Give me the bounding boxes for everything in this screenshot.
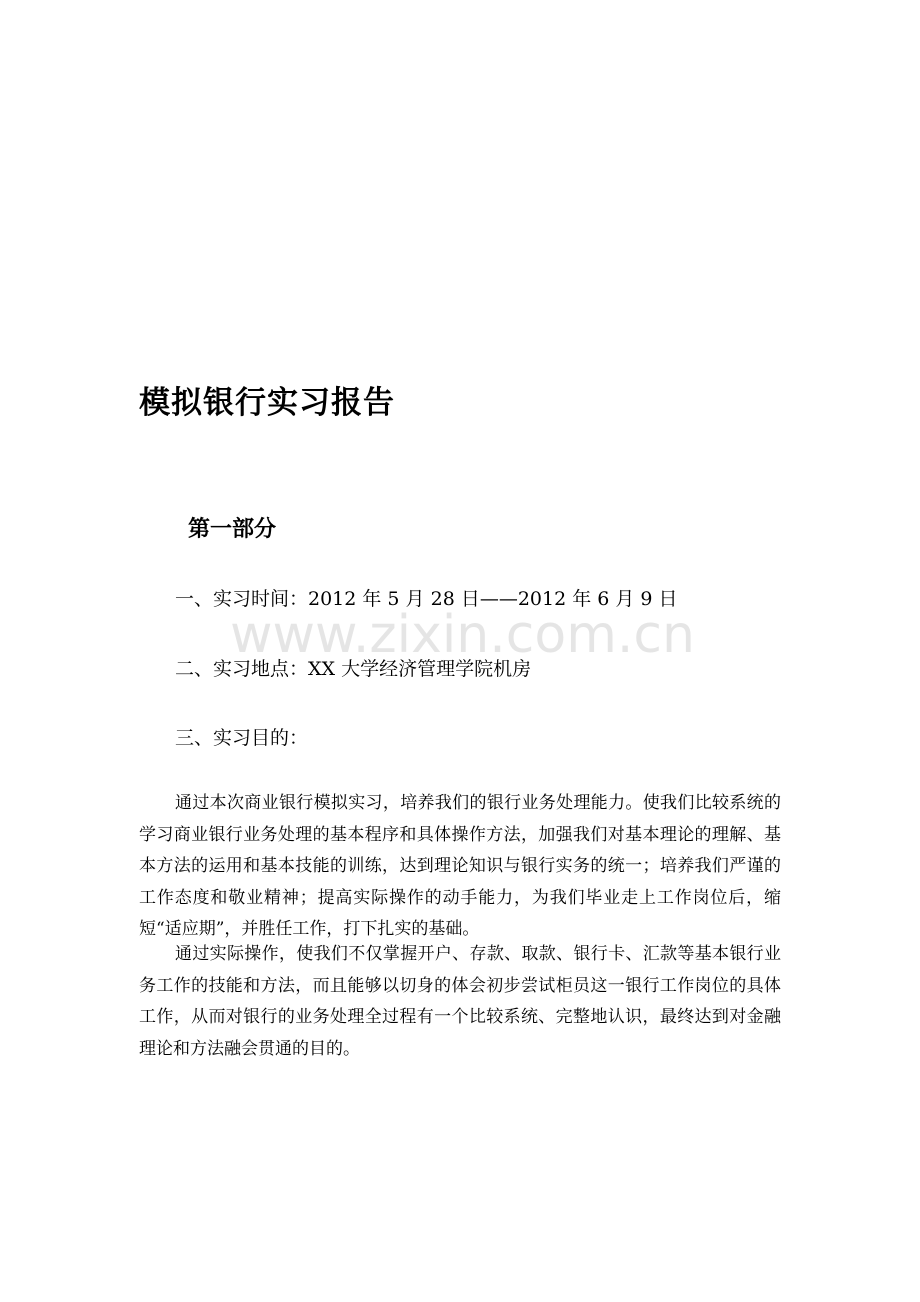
internship-purpose-heading: 三、实习目的： — [175, 727, 309, 749]
purpose-paragraph-1: 通过本次商业银行模拟实习，培养我们的银行业务处理能力。使我们比较系统的学习商业银行业务处理的基本程序和具体操作方法，加强我们对基本理论的理解、基本方法的运用和基本技能的训练，达到理论知识与银行实务的统一；培养我们严谨的工作态度和敬业精神；提高实际操作的动手能力，为我们毕业走上工作岗位后，缩短“适应期”，并胜任工作，打下扎实的基础。 — [139, 793, 781, 940]
watermark-text: www.zixin.com.cn — [230, 605, 695, 665]
document-title: 模拟银行实习报告 — [139, 385, 395, 421]
purpose-paragraph-2: 通过实际操作，使我们不仅掌握开户、存款、取款、银行卡、汇款等基本银行业务工作的技能和方法，而且能够以切身的体会初步尝试柜员这一银行工作岗位的具体工作，从而对银行的业务处理全过程有一个比较系统、完整地认识，最终达到对金融理论和方法融会贯通的目的。 — [139, 944, 781, 1059]
section-heading: 第一部分 — [188, 517, 277, 542]
internship-time-line: 一、实习时间：2012 年 5 月 28 日——2012 年 6 月 9 日 — [175, 588, 678, 610]
internship-location-line: 二、实习地点：XX 大学经济管理学院机房 — [175, 658, 532, 680]
